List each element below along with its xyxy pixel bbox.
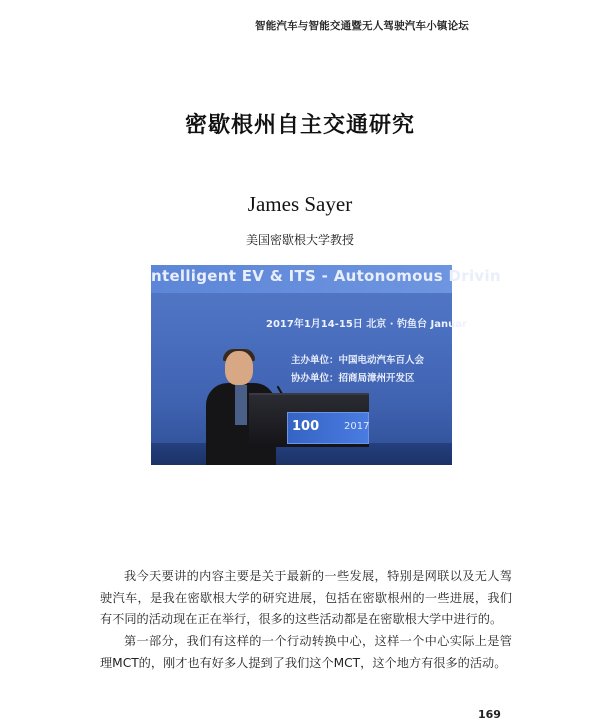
co-host-line: 协办单位：招商局漳州开发区 <box>291 373 415 384</box>
photo-banner <box>151 265 501 293</box>
author-affiliation: 美国密歇根大学教授 <box>245 233 354 247</box>
speaker-shirt <box>235 385 247 425</box>
podium-logo: 100 <box>292 419 320 434</box>
body-paragraph-2: 第一部分，我们有这样的一个行动转换中心，这样一个中心实际上是管理MCT的，刚才也有好多人提到了我们这个MCT，这个地方有很多的活动。 <box>100 634 512 670</box>
event-date-line: 2017年1月14-15日 北京 · 钓鱼台 Januar <box>266 319 467 330</box>
body-paragraph-1: 我今天要讲的内容主要是关于最新的一些发展，特别是网联以及无人驾驶汽车，是我在密歇根大学的研究进展，包括在密歇根州的一些进展，我们有不同的活动现在正在举行，很多的这些活动都是在密歇根大学中进行的。 <box>100 569 512 626</box>
podium-sign <box>287 412 369 444</box>
author-name: James Sayer <box>247 192 353 216</box>
banner-text: ntelligent EV & ITS - Autonomous Drivin <box>151 267 501 285</box>
article-title: 密歇根州自主交通研究 <box>184 113 415 138</box>
running-header: 智能汽车与智能交通暨无人驾驶汽车小镇论坛 <box>255 20 469 32</box>
speaker-head <box>225 351 253 385</box>
host-organizer-line: 主办单位：中国电动汽车百人会 <box>291 355 425 366</box>
speaker-photo <box>151 265 501 465</box>
page-number: 169 <box>478 708 501 721</box>
podium-year: 2017 <box>344 421 370 432</box>
